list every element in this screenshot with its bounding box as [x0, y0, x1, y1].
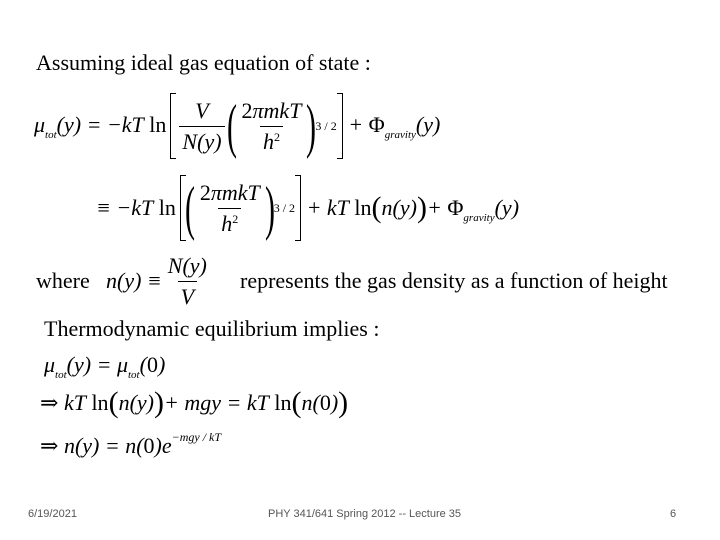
footer-course: PHY 341/641 Spring 2012 -- Lecture 35 [268, 508, 462, 520]
equilibrium-heading: Thermodynamic equilibrium implies : [44, 316, 380, 341]
density-description: represents the gas density as a function of height [240, 268, 668, 293]
equilibrium-equation-1: $\mu_{tot}(y) = \mu_{tot}(0)$ [44, 352, 166, 381]
equilibrium-equation-2: ⇒ kT ln(n(y))+ mgy = kT ln(n(0)) [40, 386, 349, 419]
equilibrium-equation-3: ⇒ $n(y) = n(0)e^{-mgy / kT}$ [40, 430, 222, 458]
equation-chemical-potential-expanded: ≡ −kT ln ( $\frac{\text{2πmkT}}{h^2}$ ) 3 / 2 + kT $\ln(n(y))+ \Phi_{gravity}(y)$ [96, 175, 520, 241]
density-definition: n(y) ≡ $\frac{N(y)}{V}$ [106, 252, 207, 309]
where-word: where [36, 268, 90, 293]
slide-heading: Assuming ideal gas equation of state : [36, 50, 371, 75]
footer-date: 6/19/2021 [28, 508, 77, 520]
footer-page-number: 6 [670, 508, 677, 520]
equation-chemical-potential: $\mu_{tot}(y) = -kT$ ln $\frac{V}{N(y)}$ ( $\frac{\text{2πmkT}}{h^2}$ ) 3 / 2 + $\Phi_{gravity}(y)$ [34, 93, 441, 159]
